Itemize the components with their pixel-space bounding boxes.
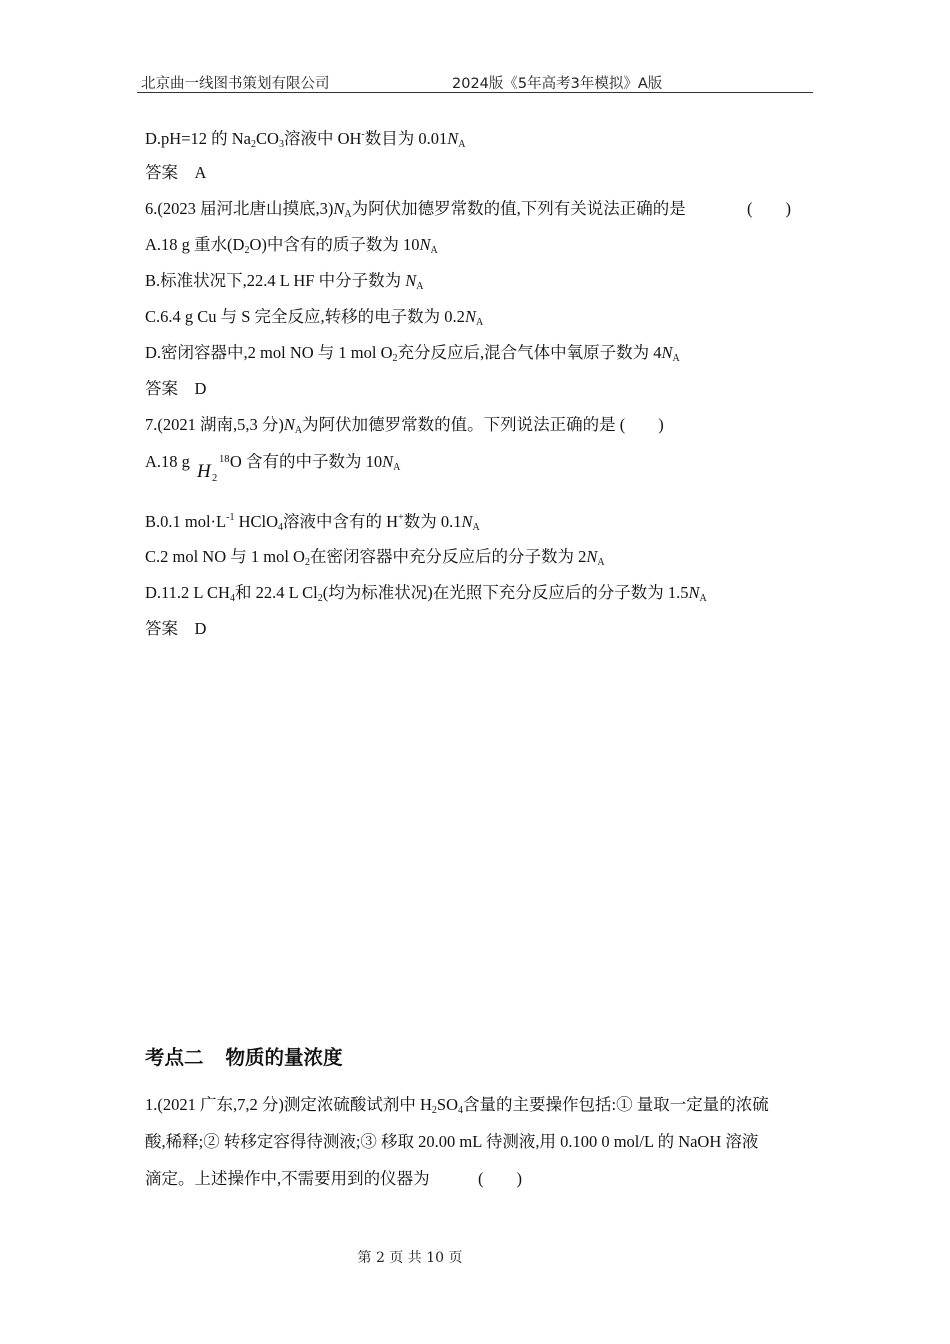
section-heading <box>145 1042 343 1070</box>
header-book-title: 2024版《5年高考3年模拟》A版 <box>452 76 663 92</box>
q6-option-b: B.标准状况下,22.4 L HF 中分子数为 $N_A$ <box>145 271 424 292</box>
q6-answer: 答案 D <box>145 379 207 398</box>
header-rule <box>137 92 813 93</box>
q7-option-a: A.18 g O 含有的中子数为 $10N_A$ <box>145 452 401 473</box>
q6-answer-blank: ( ) <box>747 199 791 218</box>
oxygen-isotope-mass: 18 <box>219 454 230 465</box>
section-title: 物质的量浓度 <box>225 1046 343 1069</box>
q5-answer: 答案 A <box>145 163 207 182</box>
q5-option-d: D.pH=12 的 $Na_2CO_3$溶液中 OH-数目为 $0.01N_A$ <box>145 129 466 150</box>
q7-option-c: C.2 mol NO 与 1 mol $O_2$在密闭容器中充分反应后的分子数为 $2N_A$ <box>145 547 605 568</box>
s2q1-line-1: 1.(2021 广东,7,2 分)测定浓硫酸试剂中 $H_2SO_4$含量的主要操作包括:① 量取一定量的浓硫 <box>145 1095 769 1116</box>
q6-option-d: D.密闭容器中,2 mol NO 与 1 mol $O_2$充分反应后,混合气体中氧原子数为 $4N_A$ <box>145 343 680 364</box>
s2q1-line-3: 滴定。上述操作中,不需要用到的仪器为 <box>145 1169 430 1188</box>
section-label: 考点二 <box>145 1046 204 1069</box>
q6-option-c: C.6.4 g Cu 与 S 完全反应,转移的电子数为 $0.2N_A$ <box>145 307 484 328</box>
q7-answer: 答案 D <box>145 619 207 638</box>
page-footer: 第 2 页 共 10 页 <box>357 1250 463 1266</box>
q6-stem: 6.(2023 届河北唐山摸底$,3)N_A$为阿伏加德罗常数的值,下列有关说法正确的是 <box>145 199 686 220</box>
q7-stem: 7.(2021 湖南,5,3 分)$N_A$为阿伏加德罗常数的值。下列说法正确的是 ( ) <box>145 415 664 436</box>
q7-option-b: B.0.1 $mol\cdot L^{-1}$ HClO$_4$溶液中含有的 H+数为 $0.1N_A$ <box>145 512 480 533</box>
q6-option-a: A.18 g 重水$(D_2O)$中含有的质子数为 $10N_A$ <box>145 235 438 256</box>
q7-option-d: D.11.2 L $CH_4$和 22.4 L $Cl_2$(均为标准状况)在光照下充分反应后的分子数为 $1.5N_A$ <box>145 583 707 604</box>
s2q1-line-2: 酸,稀释;② 转移定容得待测液;③ 移取 20.00 mL 待测液,用 0.100 0 mol/L 的 NaOH 溶液 <box>145 1132 759 1151</box>
h2-formula-subscript: 2 <box>212 473 218 484</box>
header-publisher: 北京曲一线图书策划有限公司 <box>141 76 330 92</box>
s2q1-answer-blank: ( ) <box>478 1169 522 1188</box>
h2-formula-symbol: H <box>197 461 211 482</box>
